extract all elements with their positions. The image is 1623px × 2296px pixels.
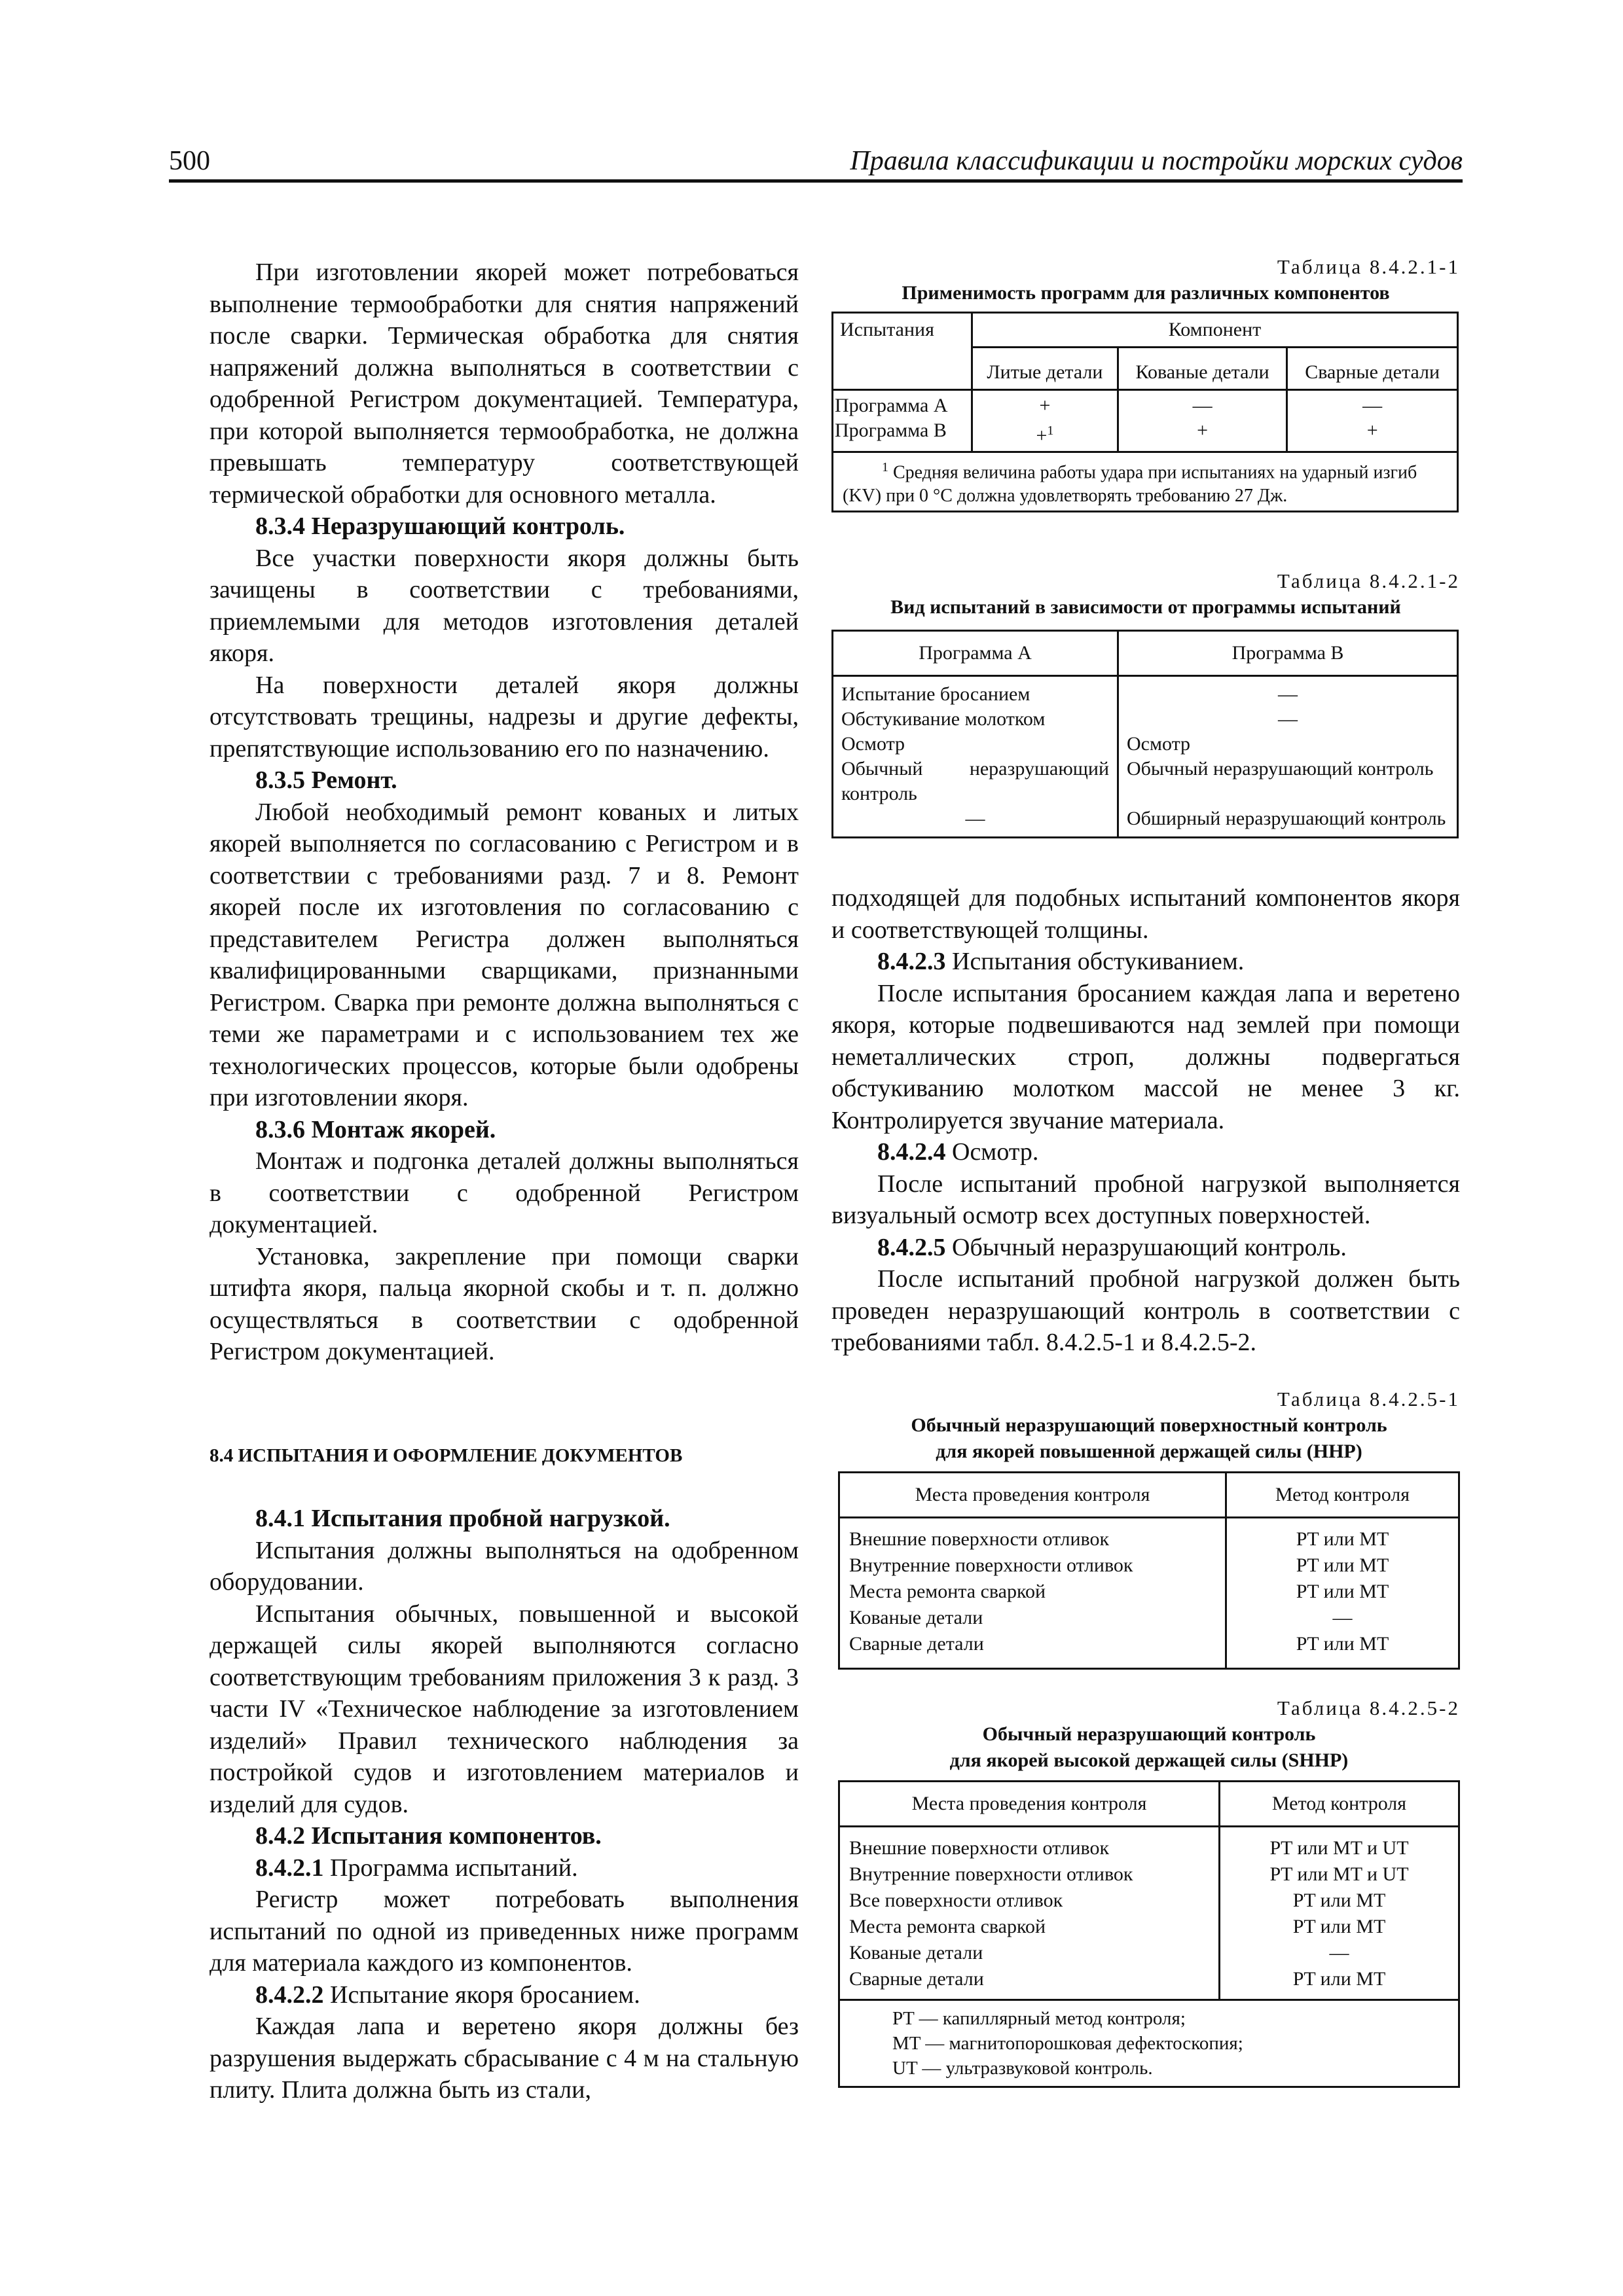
running-title: Правила классификации и постройки морских судов <box>850 146 1463 176</box>
forged-cells <box>1118 390 1287 452</box>
heading-8-3-5: 8.3.5 Ремонт. <box>255 766 397 794</box>
header-welded: Сварные детали <box>1287 348 1458 390</box>
table-number: Таблица 8.4.2.5-2 <box>1277 1696 1460 1719</box>
paragraph: После испытаний пробной нагрузкой выполняется визуальный осмотр всех доступных поверхностей. <box>831 1170 1460 1229</box>
welded-cells <box>1287 390 1458 452</box>
paragraph: Каждая лапа и веретено якоря должны без разрушения выдержать сбрасывание с 4 м на стальную плиту. Плита должна быть из стали, <box>210 2013 799 2104</box>
right-column <box>831 882 1460 1359</box>
paragraph: Все участки поверхности якоря должны быть зачищены в соответствии с требованиями, приемлемыми для методов изготовления деталей якоря. <box>210 544 799 667</box>
header-tests: Испытания <box>833 313 972 390</box>
paragraph: Испытания должны выполняться на одобренном оборудовании. <box>210 1536 799 1596</box>
cell-a-forged: — <box>1192 395 1213 416</box>
table-8-4-2-5-2-block <box>838 1695 1460 2088</box>
paragraph: При изготовлении якорей может потребоваться выполнение термообработки для снятия напряжений после сварки. Термическая обработка для снятия напряжений должна выполняться в соответствии с одобренной Регистром документацией. Температура, при которой выполняется термообработка, не должна превышать температуру соответствующей термической обработки для основного металла. <box>210 259 799 509</box>
program-b-name: Программа В <box>835 420 947 441</box>
cell-b-forged: + <box>1197 420 1209 441</box>
table-caption: Вид испытаний в зависимости от программы испытаний <box>890 596 1401 618</box>
paragraph: Испытания обычных, повышенной и высокой держащей силы якорей выполняются согласно соответствующим требованиям приложения 3 к разд. 3 части IV «Техническое наблюдение за изготовлением изделий» Правил технического наблюдения за постройкой судов и изготовлением материалов и изделий для судов. <box>210 1600 799 1818</box>
table-number: Таблица 8.4.2.1-1 <box>1277 255 1460 278</box>
section-heading-8-4: 8.4 ИСПЫТАНИЯ И ОФОРМЛЕНИЕ ДОКУМЕНТОВ <box>210 1444 683 1466</box>
method-list: PT или MT PT или MT PT или MT — PT или MT <box>1226 1518 1459 1669</box>
heading-8-4-1: 8.4.1 Испытания пробной нагрузкой. <box>255 1505 670 1532</box>
heading-8-4-2-2 <box>210 1979 799 2011</box>
header-place: Места проведения контроля <box>839 1782 1220 1827</box>
heading-8-3-6: 8.3.6 Монтаж якорей. <box>255 1115 496 1143</box>
paragraph: После испытаний пробной нагрузкой должен быть проведен неразрушающий контроль в соответствии с требованиями табл. 8.4.2.5-1 и 8.4.2.5-2. <box>831 1265 1460 1356</box>
table-test-types <box>831 630 1459 838</box>
paragraph: Монтаж и подгонка деталей должны выполняться в соответствии с одобренной Регистром документацией. <box>210 1147 799 1238</box>
table-program-applicability <box>831 312 1459 512</box>
cell-b-welded: + <box>1366 420 1378 441</box>
paragraph: подходящей для подобных испытаний компонентов якоря и соответствующей толщины. <box>831 884 1460 944</box>
table-caption: Обычный неразрушающий поверхностный контроль <box>911 1414 1387 1436</box>
table-notes: PT — капиллярный метод контроля; MT — магнитопорошковая дефектоскопия; UT — ультразвуковой контроль. <box>839 2000 1459 2087</box>
left-column <box>210 257 799 2106</box>
cell-b-cast: +$^1$ <box>1036 423 1054 446</box>
table-number: Таблица 8.4.2.5-1 <box>1277 1388 1460 1410</box>
header-place: Места проведения контроля <box>839 1473 1226 1518</box>
heading-8-4-2-4: 8.4.2.4 Осмотр. <box>877 1138 1039 1166</box>
paragraph: На поверхности деталей якоря должны отсутствовать трещины, надрезы и другие дефекты, препятствующие использованию его по назначению. <box>210 671 799 762</box>
program-b-list: — — Осмотр Обычный неразрушающий контроль Обширный неразрушающий контроль <box>1118 676 1458 838</box>
table-8-4-2-5-1-block <box>838 1386 1460 1670</box>
clause-title: Испытание якоря бросанием. <box>323 1981 640 2009</box>
header-program-b: Программа В <box>1118 631 1458 676</box>
paragraph: После испытания бросанием каждая лапа и веретено якоря, которые подвешиваются над землей при помощи неметаллических строп, должны подвергаться обстукиванию молотком массой не менее 3 кг. Контролируется звучание материала. <box>831 979 1460 1134</box>
table-8-4-2-1-1-block <box>831 254 1460 512</box>
program-a-name: Программа А <box>835 395 948 416</box>
table-caption: для якорей повышенной держащей силы (ННР) <box>936 1441 1362 1462</box>
page-number: 500 <box>169 146 210 176</box>
table-caption: Применимость программ для различных компонентов <box>902 282 1390 304</box>
cell-a-welded: — <box>1362 395 1383 416</box>
table-number: Таблица 8.4.2.1-2 <box>1277 569 1460 592</box>
header-cast: Литые детали <box>972 348 1118 390</box>
header-program-a: Программа А <box>833 631 1118 676</box>
clause-number: 8.4.2.2 <box>255 1981 324 2009</box>
heading-8-4-2-5: 8.4.2.5 Обычный неразрушающий контроль. <box>877 1233 1347 1261</box>
header-forged: Кованые детали <box>1118 348 1287 390</box>
paragraph: Установка, закрепление при помощи сварки штифта якоря, пальца якорной скобы и т. п. должно осуществляться в соответствии с одобренной Регистром документацией. <box>210 1242 799 1365</box>
place-list: Внешние поверхности отливок Внутренние поверхности отливок Места ремонта сваркой Кованые детали Сварные детали <box>839 1518 1226 1669</box>
cell-a-cast: + <box>1039 395 1051 416</box>
header-component: Компонент <box>972 313 1458 348</box>
heading-8-4-2-1 <box>210 1852 799 1884</box>
table-hhp-ndt <box>838 1471 1460 1670</box>
table-8-4-2-1-2-block <box>831 568 1460 838</box>
page-header <box>169 145 1463 183</box>
table-caption: Обычный неразрушающий контроль <box>982 1723 1316 1745</box>
heading-8-4-2-3: 8.4.2.3 Испытания обстукиванием. <box>877 948 1245 975</box>
program-a-list: Испытание бросанием Обстукивание молотком Осмотр Обычный неразрушающий контроль — <box>833 676 1118 838</box>
table-caption: для якорей высокой держащей силы (SHHP) <box>949 1749 1349 1771</box>
header-method: Метод контроля <box>1220 1782 1459 1827</box>
paragraph: Любой необходимый ремонт кованых и литых якорей выполняется по согласованию с Регистром и в соответствии с требованиями разд. 7 и 8. Ремонт якорей после их изготовления по согласованию с представителем Регистра должен выполняться квалифицированными сварщиками, признанными Регистром. Сварка при ремонте должна выполняться с теми же параметрами и с использованием тех же технологических процессов, которые были одобрены при изготовлении якоря. <box>210 798 799 1111</box>
method-list: PT или MT и UT PT или MT и UT PT или MT PT или MT — PT или MT <box>1220 1827 1459 2000</box>
paragraph: Регистр может потребовать выполнения испытаний по одной из приведенных ниже программ для материала каждого из компонентов. <box>210 1886 799 1977</box>
header-method: Метод контроля <box>1226 1473 1459 1518</box>
table-shhp-ndt <box>838 1780 1460 2088</box>
cast-cells <box>972 390 1118 452</box>
row-program-names <box>833 390 972 452</box>
heading-8-3-4: 8.3.4 Неразрушающий контроль. <box>255 512 625 540</box>
clause-number: 8.4.2.1 <box>255 1854 324 1882</box>
heading-8-4-2: 8.4.2 Испытания компонентов. <box>255 1822 602 1850</box>
clause-title: Программа испытаний. <box>323 1854 578 1882</box>
table-footnote: $^1$ Средняя величина работы удара при испытаниях на ударный изгиб (KV) при 0 °С должна удовлетворять требованию 27 Дж. <box>833 452 1458 512</box>
place-list: Внешние поверхности отливок Внутренние поверхности отливок Все поверхности отливок Места ремонта сваркой Кованые детали Сварные детали <box>839 1827 1220 2000</box>
